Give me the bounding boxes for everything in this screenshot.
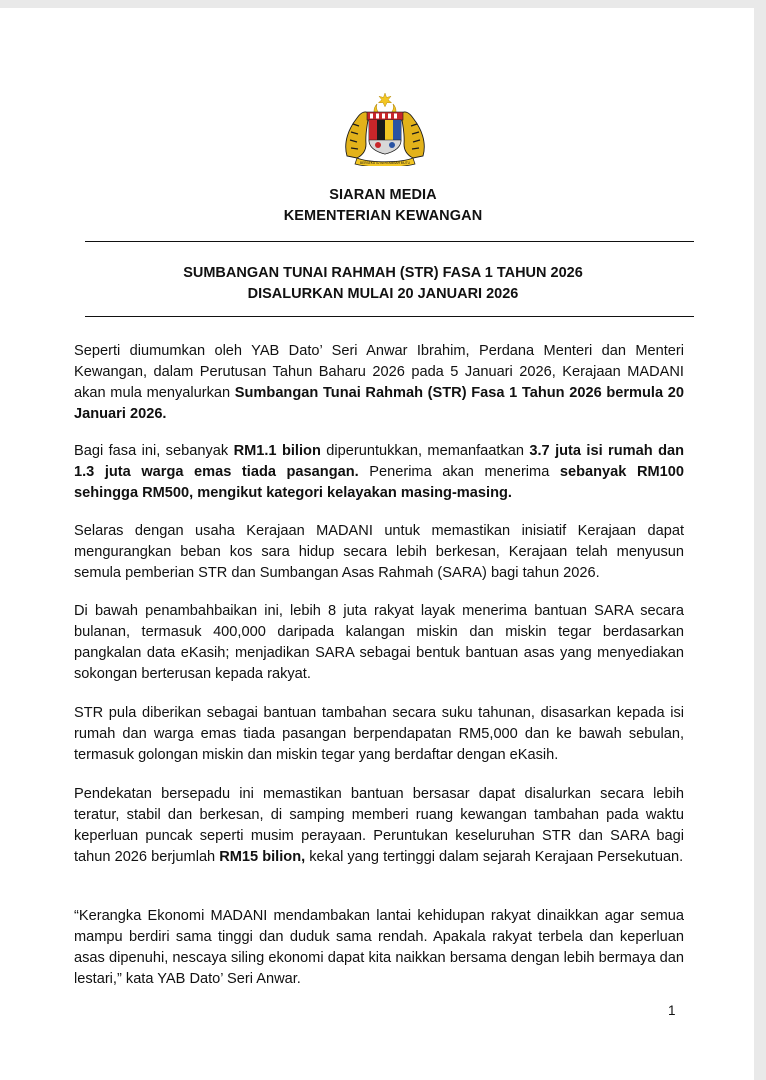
header-divider-bottom [85, 316, 694, 317]
paragraph-7-quote: “Kerangka Ekonomi MADANI mendambakan lantai kehidupan rakyat dinaikkan agar semua mampu berdiri sama tinggi dan duduk sama rendah. Apakala rakyat terbela dan keperluan asas dipenuhi, nescaya siling ekonomi dapat kita naikkan bersama dengan lebih bermaya dan lestari,” kata YAB Dato’ Seri Anwar. [74, 908, 684, 987]
malaysia-coat-of-arms-icon [339, 92, 431, 166]
paragraph-3: Selaras dengan usaha Kerajaan MADANI untuk memastikan inisiatif Kerajaan dapat mengurangkan beban kos sara hidup secara lebih berkesan, Kerajaan telah menyusun semula pemberian STR dan Sumbangan Asas Rahmah (SARA) bagi tahun 2026. [74, 523, 684, 581]
release-type: SIARAN MEDIA [329, 187, 437, 203]
p2-text-1: Bagi fasa ini, sebanyak [74, 443, 234, 459]
p2-bold-2: 3.7 juta isi rumah dan 1.3 juta warga emas tiada pasangan. [74, 443, 685, 480]
header-divider-top [85, 241, 694, 242]
paragraph-2 [74, 441, 684, 504]
p1-bold: Sumbangan Tunai Rahmah (STR) Fasa 1 Tahun 2026 bermula 20 Januari 2026. [74, 385, 684, 422]
headline-line-1: SUMBANGAN TUNAI RAHMAH (STR) FASA 1 TAHUN 2026 [183, 265, 583, 281]
p6-bold: RM15 bilion, [219, 849, 306, 865]
paragraph-5: STR pula diberikan sebagai bantuan tambahan secara suku tahunan, disasarkan kepada isi rumah dan warga emas tiada pasangan berpendapatan RM5,000 dan ke bawah sebulan, termasuk golongan miskin dan miskin tegar yang berdaftar dengan eKasih. [74, 705, 684, 763]
p2-text-2: diperuntukkan, memanfaatkan [320, 443, 530, 459]
paragraph-1 [74, 341, 684, 425]
p6-text-1: Pendekatan bersepadu ini memastikan bantuan bersasar dapat disalurkan secara lebih teratur, stabil dan berkesan, di samping memberi ruang kewangan tambahan pada waktu keperluan puncak seperti musim perayaan. Peruntukan keseluruhan STR dan SARA bagi tahun 2026 berjumlah [74, 786, 684, 865]
p2-text-3: Penerima akan menerima [358, 464, 560, 480]
paragraph-4: Di bawah penambahbaikan ini, lebih 8 juta rakyat layak menerima bantuan SARA secara bulanan, termasuk 400,000 daripada kalangan miskin dan miskin tegar berdasarkan pangkalan data eKasih; menjadikan SARA sebagai bentuk bantuan asas yang menyediakan sokongan berterusan kepada rakyat. [74, 603, 684, 682]
p6-text-2: kekal yang tertinggi dalam sejarah Kerajaan Persekutuan. [305, 849, 684, 865]
paragraph-6 [74, 784, 684, 868]
page-number: 1 [668, 1003, 676, 1018]
crest-motto: BERSEKUTU BERTAMBAH MUTU [359, 161, 411, 165]
ministry-name: KEMENTERIAN KEWANGAN [283, 208, 483, 224]
headline-line-2: DISALURKAN MULAI 20 JANUARI 2026 [247, 286, 519, 302]
p2-bold-1: RM1.1 bilion [233, 443, 321, 459]
p2-bold-3: sebanyak RM100 sehingga RM500, mengikut kategori kelayakan masing-masing. [74, 464, 684, 501]
p1-text: Seperti diumumkan oleh YAB Dato’ Seri Anwar Ibrahim, Perdana Menteri dan Menteri Kewangan, dalam Perutusan Tahun Baharu 2026 pada 5 Januari 2026, Kerajaan MADANI akan mula menyalurkan [74, 343, 684, 401]
